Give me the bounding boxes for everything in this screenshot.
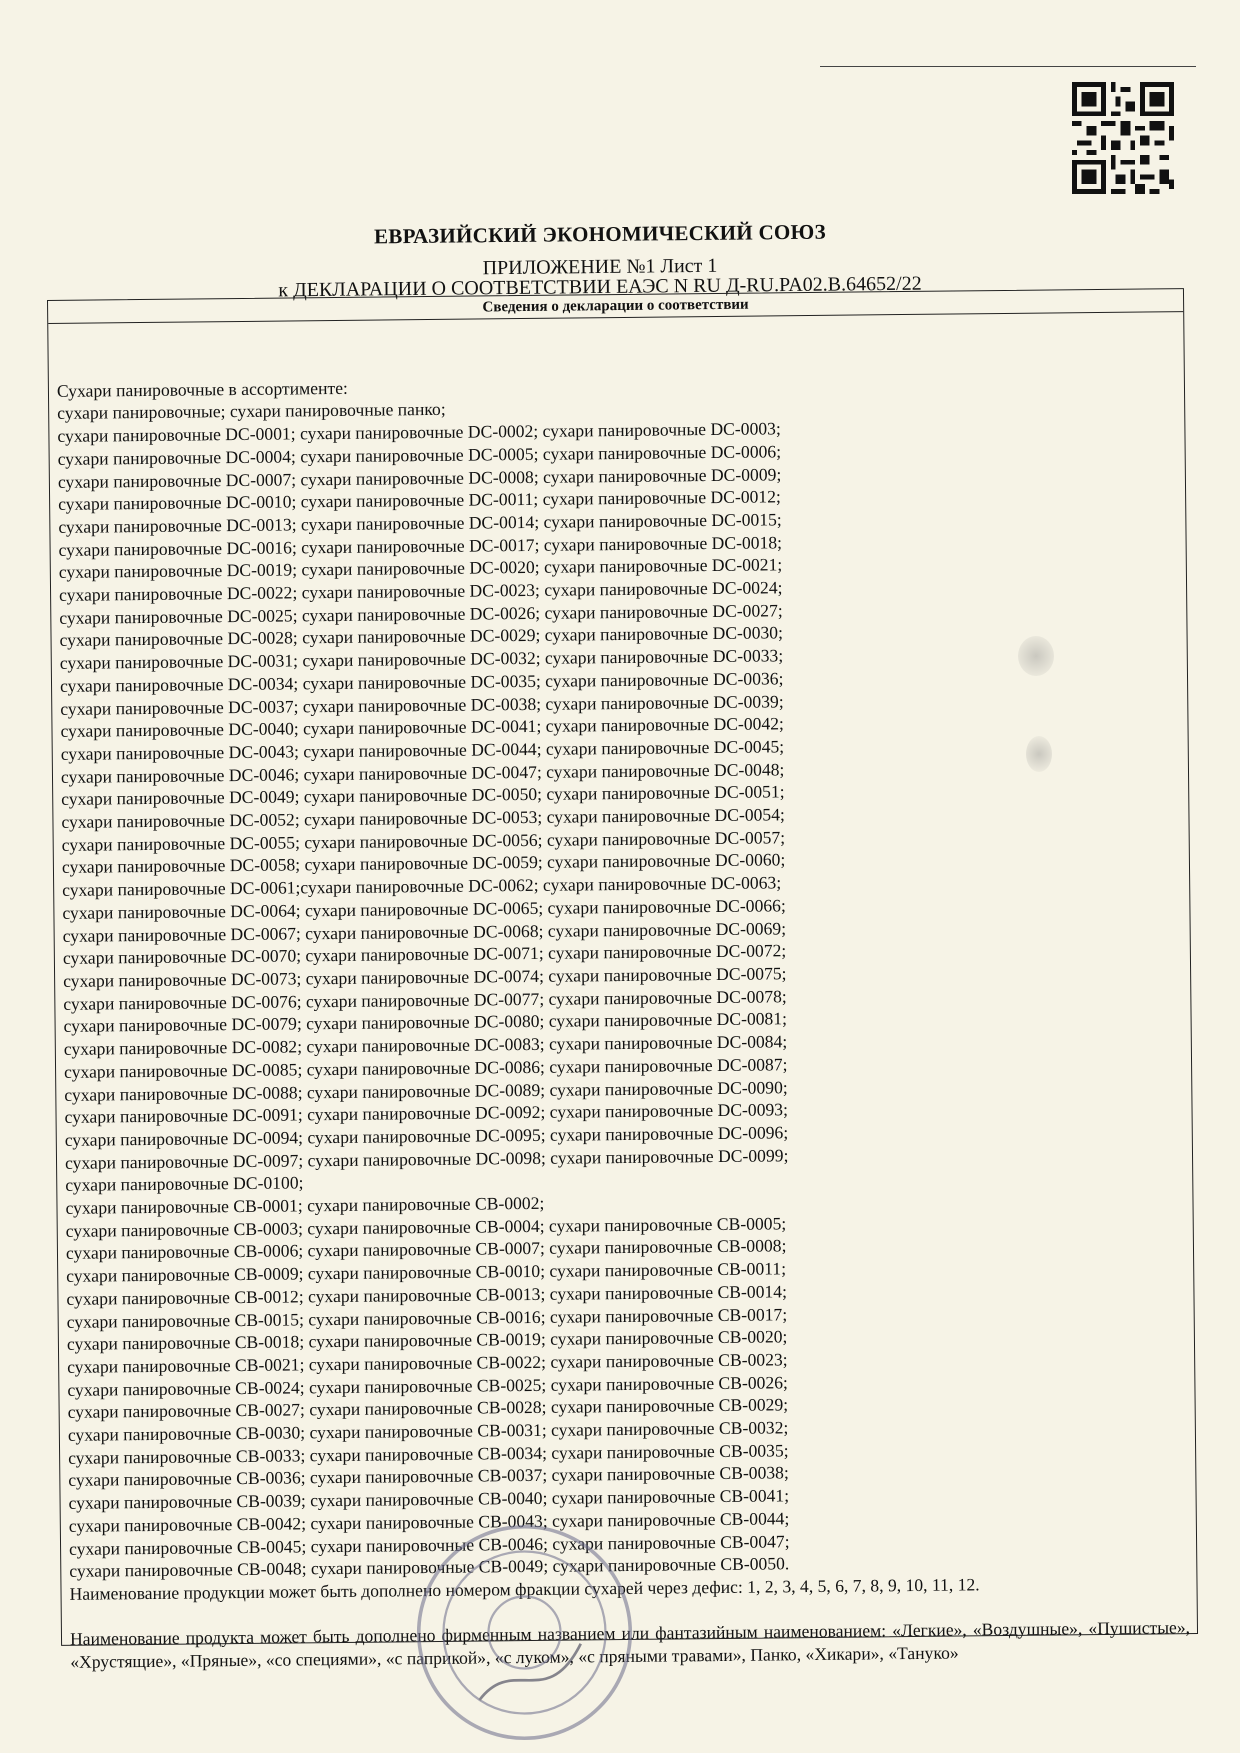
product-line: сухари панировочные CB-0009; сухари панировочные CB-0010; сухари панировочные CB-0011; — [66, 1258, 787, 1286]
product-line: сухари панировочные CB-0027; сухари панировочные CB-0028; сухари панировочные CB-0029; — [67, 1394, 789, 1423]
product-line: сухари панировочные DC-0097; сухари панировочные DC-0098; сухари панировочные DC-0099; — [64, 1144, 789, 1173]
qr-code-icon — [1072, 82, 1174, 194]
product-line: Наименование продукции может быть дополнено номером фракции сухарей через дефис: 1, 2, 3, 4, 5, 6, 7, 8, 9, 10, 11, 12. — [69, 1574, 980, 1604]
product-line: сухари панировочные DC-0061;сухари панировочные DC-0062; сухари панировочные DC-0063; — [62, 872, 782, 901]
product-line: сухари панировочные DC-0052; сухари панировочные DC-0053; сухари панировочные DC-0054; — [61, 804, 785, 832]
product-line: сухари панировочные DC-0091; сухари панировочные DC-0092; сухари панировочные DC-0093; — [64, 1099, 789, 1128]
section-title: Сведения о декларации о соответствии — [48, 289, 1183, 324]
product-line: сухари панировочные CB-0042; сухари панировочные CB-0043; сухари панировочные CB-0044; — [68, 1508, 790, 1536]
product-line: сухари панировочные DC-0016; сухари панировочные DC-0017; сухари панировочные DC-0018; — [58, 531, 783, 560]
product-line: сухари панировочные DC-0034; сухари панировочные DC-0035; сухари панировочные DC-0036; — [59, 668, 784, 696]
product-line: сухари панировочные CB-0036; сухари панировочные CB-0037; сухари панировочные CB-0038; — [68, 1462, 789, 1491]
product-list — [57, 345, 1191, 1696]
product-line: сухари панировочные DC-0028; сухари панировочные DC-0029; сухари панировочные DC-0030; — [59, 622, 784, 651]
union-title: ЕВРАЗИЙСКИЙ ЭКОНОМИЧЕСКИЙ СОЮЗ — [373, 219, 827, 249]
product-line: сухари панировочные DC-0049; сухари панировочные DC-0050; сухари панировочные DC-0051; — [61, 781, 785, 810]
product-line: сухари панировочные DC-0055; сухари панировочные DC-0056; сухари панировочные DC-0057; — [61, 827, 786, 855]
product-line: сухари панировочные DC-0043; сухари панировочные DC-0044; сухари панировочные DC-0045; — [60, 736, 785, 764]
product-line: сухари панировочные CB-0006; сухари панировочные CB-0007; сухари панировочные CB-0008; — [65, 1235, 787, 1264]
product-line: сухари панировочные DC-0079; сухари панировочные DC-0080; сухари панировочные DC-0081; — [63, 1008, 788, 1037]
product-line: сухари панировочные DC-0082; сухари панировочные DC-0083; сухари панировочные DC-0084; — [63, 1031, 788, 1059]
smudge — [1026, 736, 1052, 772]
product-line: сухари панировочные DC-0058; сухари панировочные DC-0059; сухари панировочные DC-0060; — [61, 849, 786, 878]
annex-title: ПРИЛОЖЕНИЕ №1 Лист 1 — [482, 254, 718, 280]
product-line: сухари панировочные DC-0025; сухари панировочные DC-0026; сухари панировочные DC-0027; — [59, 600, 783, 628]
product-line: сухари панировочные DC-0094; сухари панировочные DC-0095; сухари панировочные DC-0096; — [64, 1122, 789, 1150]
product-line: сухари панировочные DC-0100; — [65, 1172, 304, 1196]
product-line: сухари панировочные; сухари панировочные панко; — [57, 399, 446, 424]
top-rule — [820, 66, 1196, 67]
product-line: сухари панировочные CB-0018; сухари панировочные CB-0019; сухари панировочные CB-0020; — [66, 1326, 788, 1355]
product-line: сухари панировочные DC-0019; сухари панировочные DC-0020; сухари панировочные DC-0021; — [58, 554, 783, 583]
product-line: сухари панировочные DC-0088; сухари панировочные DC-0089; сухари панировочные DC-0090; — [64, 1076, 788, 1105]
product-lines — [57, 368, 1190, 1606]
product-line: сухари панировочные CB-0030; сухари панировочные CB-0031; сухари панировочные CB-0032; — [67, 1417, 789, 1445]
product-line: сухари панировочные CB-0045; сухари панировочные CB-0046; сухари панировочные CB-0047; — [68, 1530, 790, 1559]
product-line: сухари панировочные DC-0013; сухари панировочные DC-0014; сухари панировочные DC-0015; — [58, 509, 782, 537]
product-line: сухари панировочные DC-0001; сухари панировочные DC-0002; сухари панировочные DC-0003; — [57, 418, 781, 447]
product-line: сухари панировочные CB-0048; сухари панировочные CB-0049; сухари панировочные CB-0050. — [69, 1553, 790, 1582]
product-line: сухари панировочные DC-0040; сухари панировочные DC-0041; сухари панировочные DC-0042; — [60, 713, 784, 742]
product-line: сухари панировочные CB-0001; сухари панировочные CB-0002; — [65, 1192, 545, 1218]
product-line: сухари панировочные CB-0012; сухари панировочные CB-0013; сухари панировочные CB-0014; — [66, 1281, 788, 1309]
product-line: сухари панировочные DC-0004; сухари панировочные DC-0005; сухари панировочные DC-0006; — [57, 441, 782, 469]
product-line: сухари панировочные CB-0033; сухари панировочные CB-0034; сухари панировочные CB-0035; — [68, 1440, 789, 1468]
product-line: сухари панировочные CB-0015; сухари панировочные CB-0016; сухари панировочные CB-0017; — [66, 1303, 788, 1332]
product-line: сухари панировочные DC-0085; сухари панировочные DC-0086; сухари панировочные DC-0087; — [63, 1054, 788, 1082]
product-line: сухари панировочные DC-0076; сухари панировочные DC-0077; сухари панировочные DC-0078; — [63, 985, 787, 1014]
product-line: Сухари панировочные в ассортименте: — [56, 377, 348, 401]
product-line: сухари панировочные DC-0067; сухари панировочные DC-0068; сухари панировочные DC-0069; — [62, 917, 787, 946]
product-line: сухари панировочные DC-0010; сухари панировочные DC-0011; сухари панировочные DC-0012; — [58, 486, 781, 515]
product-line: сухари панировочные DC-0064; сухари панировочные DC-0065; сухари панировочные DC-0066; — [62, 895, 786, 923]
product-line: сухари панировочные DC-0037; сухари панировочные DC-0038; сухари панировочные DC-0039; — [60, 690, 784, 719]
smudge — [1018, 636, 1054, 676]
product-line: сухари панировочные DC-0070; сухари панировочные DC-0071; сухари панировочные DC-0072; — [62, 940, 787, 969]
product-line: сухари панировочные DC-0022; сухари панировочные DC-0023; сухари панировочные DC-0024; — [58, 577, 783, 605]
seal-stamp — [412, 1520, 637, 1745]
product-line: сухари панировочные DC-0073; сухари панировочные DC-0074; сухари панировочные DC-0075; — [63, 963, 787, 991]
product-line: сухари панировочные CB-0003; сухари панировочные CB-0004; сухари панировочные CB-0005; — [65, 1213, 787, 1241]
naming-paragraph: Наименование продукта может быть дополнено фирменным названием или фантазийным наименованием: «Легкие», «Воздушные», «Пушистые», «Хрустящие», «Пряные», «со специями», «с паприкой», «с луком», «с пряными травами», Панко, «Хикари», «Тануко» — [69, 1617, 1191, 1672]
product-line: сухари панировочные DC-0046; сухари панировочные DC-0047; сухари панировочные DC-0048; — [60, 758, 785, 787]
product-line: сухари панировочные DC-0007; сухари панировочные DC-0008; сухари панировочные DC-0009; — [57, 463, 782, 492]
product-line: сухари панировочные CB-0024; сухари панировочные CB-0025; сухари панировочные CB-0026; — [67, 1371, 788, 1400]
product-line: сухари панировочные DC-0031; сухари панировочные DC-0032; сухари панировочные DC-0033; — [59, 645, 784, 674]
declaration-title: к ДЕКЛАРАЦИИ О СООТВЕТСТВИИ ЕАЭС N RU Д-RU.PA02.B.64652/22 — [278, 272, 922, 302]
product-line: сухари панировочные CB-0021; сухари панировочные CB-0022; сухари панировочные CB-0023; — [67, 1349, 788, 1377]
declaration-frame — [47, 288, 1198, 1672]
product-line: сухари панировочные CB-0039; сухари панировочные CB-0040; сухари панировочные CB-0041; — [68, 1485, 790, 1513]
